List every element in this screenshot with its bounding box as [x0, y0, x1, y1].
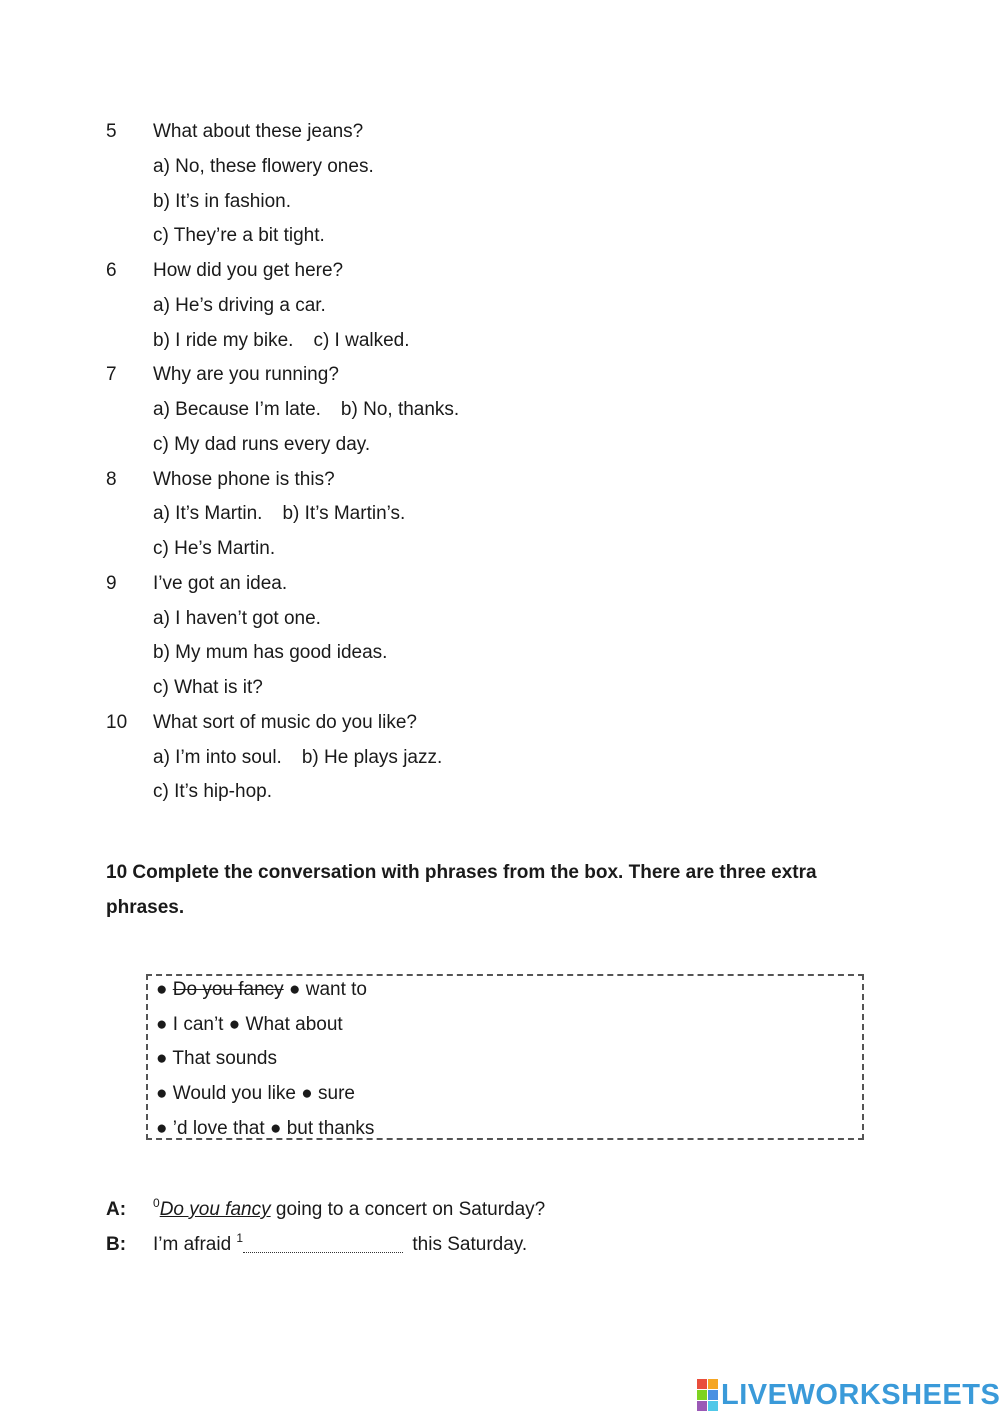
exercise-heading-line2: phrases.: [106, 897, 185, 918]
answer-option[interactable]: c) He’s Martin.: [153, 538, 276, 559]
phrase-box-line4: [156, 1082, 355, 1106]
option-line: [153, 607, 321, 631]
question-text: I’ve got an idea.: [153, 572, 288, 594]
answer-option[interactable]: a) No, these flowery ones.: [153, 155, 374, 177]
phrase-struck: Do you fancy: [172, 979, 284, 1000]
bullet-icon: ●: [156, 1118, 168, 1139]
phrase-box-line2: [156, 1013, 343, 1037]
dialogue-a-rest: going to a concert on Saturday?: [270, 1199, 546, 1220]
phrase-box-line1: [156, 978, 367, 1002]
bullet-icon: ●: [156, 1014, 168, 1035]
speaker-b: B:: [106, 1234, 127, 1255]
answer-option[interactable]: a) I haven’t got one.: [153, 607, 321, 629]
answer-option[interactable]: b) It’s Martin’s.: [282, 503, 406, 525]
answer-option[interactable]: a) He’s driving a car.: [153, 294, 326, 316]
answer-option[interactable]: b) I ride my bike.: [153, 329, 294, 351]
logo-square: [697, 1390, 707, 1400]
logo-square: [708, 1401, 718, 1411]
option-line: [153, 224, 325, 248]
dialogue-b-start: I’m afraid: [153, 1234, 237, 1255]
logo-square: [697, 1379, 707, 1389]
option-line: [153, 502, 405, 526]
logo-icon: [697, 1379, 718, 1411]
question-text: How did you get here?: [153, 260, 344, 281]
answer-option[interactable]: c) What is it?: [153, 677, 263, 698]
bullet-icon: ●: [269, 1118, 282, 1139]
question-number: 8: [106, 468, 117, 490]
bullet-icon: ●: [288, 979, 301, 1000]
option-line: [153, 294, 326, 318]
option-line: [153, 746, 442, 770]
option-line: [153, 641, 387, 665]
answer-option[interactable]: b) It’s in fashion.: [153, 190, 292, 212]
bullet-icon: ●: [228, 1014, 241, 1035]
phrase-box-line3: [156, 1047, 277, 1071]
dialogue-b-text: [153, 1233, 527, 1257]
answer-option[interactable]: c) My dad runs every day.: [153, 433, 371, 455]
phrase-box-line5: [156, 1117, 374, 1141]
gap-number: 0: [153, 1196, 160, 1210]
exercise-heading-line1: 10 Complete the conversation with phrases from the box. There are three extra: [106, 862, 817, 883]
logo-square: [708, 1379, 718, 1389]
gap-number: 1: [236, 1231, 244, 1245]
bullet-icon: ●: [156, 1083, 168, 1104]
answer-option[interactable]: b) My mum has good ideas.: [153, 642, 388, 664]
option-line: [153, 398, 459, 422]
option-line: [153, 537, 275, 561]
phrase: want to: [305, 979, 367, 1000]
question-number: 5: [106, 121, 117, 142]
option-line: [153, 433, 370, 457]
question-number: 6: [106, 260, 117, 281]
answer-option[interactable]: a) I’m into soul.: [153, 746, 282, 768]
answer-option[interactable]: c) It’s hip-hop.: [153, 781, 272, 803]
answer-option[interactable]: c) I walked.: [313, 329, 410, 351]
phrase: but thanks: [286, 1118, 375, 1139]
speaker-a: A:: [106, 1199, 127, 1220]
phrase: ’d love that: [172, 1118, 265, 1139]
option-line: [153, 676, 263, 700]
question-text: Whose phone is this?: [153, 468, 335, 490]
question-number: 10: [106, 711, 128, 733]
question-number: 9: [106, 572, 117, 594]
bullet-icon: ●: [156, 1048, 168, 1069]
question-text: What about these jeans?: [153, 121, 364, 142]
phrase: What about: [245, 1014, 343, 1035]
answer-option[interactable]: a) It’s Martin.: [153, 503, 263, 525]
option-line: [153, 155, 374, 179]
phrase: I can’t: [172, 1014, 224, 1035]
bullet-icon: ●: [301, 1083, 313, 1104]
liveworksheets-logo: [697, 1378, 1000, 1412]
answer-option[interactable]: b) He plays jazz.: [301, 746, 443, 768]
question-text: Why are you running?: [153, 364, 339, 386]
option-line: [153, 780, 272, 804]
example-answer: Do you fancy: [159, 1199, 271, 1220]
logo-square: [697, 1401, 707, 1411]
dialogue-b-rest: this Saturday.: [407, 1234, 528, 1255]
logo-text: LIVEWORKSHEETS: [721, 1378, 1000, 1411]
dialogue-a-text: [153, 1198, 545, 1222]
question-number: 7: [106, 364, 117, 386]
answer-blank-1[interactable]: [243, 1234, 403, 1253]
question-text: What sort of music do you like?: [153, 711, 417, 733]
phrase: That sounds: [172, 1048, 277, 1069]
bullet-icon: ●: [156, 979, 168, 1000]
phrase: Would you like: [172, 1083, 296, 1104]
phrase: sure: [318, 1083, 355, 1104]
answer-option[interactable]: b) No, thanks.: [340, 399, 460, 420]
logo-square: [708, 1390, 718, 1400]
option-line: [153, 190, 291, 214]
answer-option[interactable]: a) Because I’m late.: [153, 399, 321, 420]
answer-option[interactable]: c) They’re a bit tight.: [153, 225, 325, 247]
phrase-box: [146, 974, 864, 1140]
option-line: [153, 329, 410, 353]
